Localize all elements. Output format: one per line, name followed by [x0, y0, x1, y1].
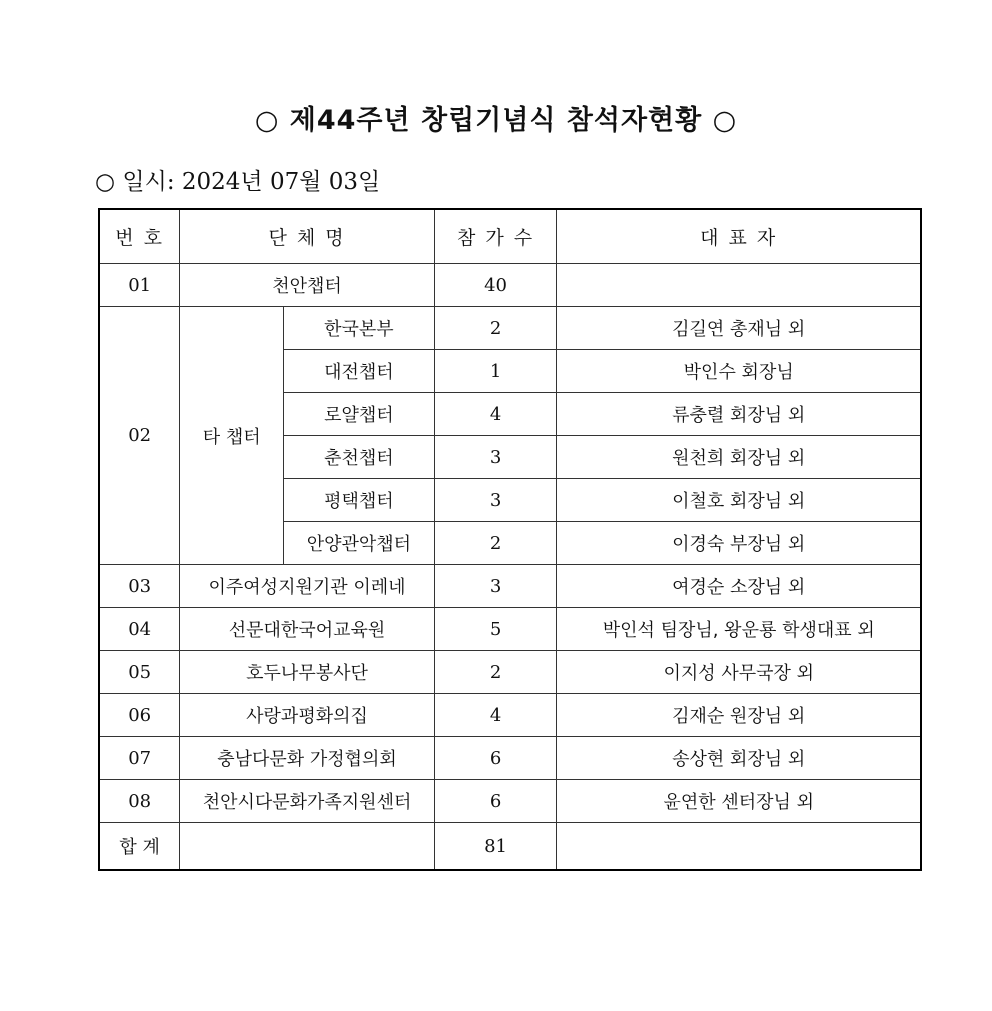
total-org-name — [180, 823, 434, 871]
org-name: 선문대한국어교육원 — [180, 608, 434, 651]
attendee-count: 3 — [434, 436, 557, 479]
header-number: 번 호 — [99, 209, 180, 264]
sub-org-name: 평택챕터 — [284, 479, 435, 522]
header-count: 참 가 수 — [434, 209, 557, 264]
org-group: 타 챕터 — [180, 307, 284, 565]
org-name: 이주여성지원기관 이레네 — [180, 565, 434, 608]
representative: 박인수 회장님 — [557, 350, 921, 393]
event-date: ○ 일시: 2024년 07월 03일 — [95, 169, 381, 195]
header-row — [99, 209, 921, 264]
attendee-count: 6 — [434, 737, 557, 780]
table-row — [99, 780, 921, 823]
total-row — [99, 823, 921, 871]
sub-org-name: 안양관악챕터 — [284, 522, 435, 565]
representative: 박인석 팀장님, 왕운룡 학생대표 외 — [557, 608, 921, 651]
sub-org-name: 춘천챕터 — [284, 436, 435, 479]
attendee-count: 3 — [434, 479, 557, 522]
page-title: ○ 제44주년 창립기념식 참석자현황 ○ — [254, 105, 738, 136]
org-name: 천안시다문화가족지원센터 — [180, 780, 434, 823]
attendee-count: 40 — [434, 264, 557, 307]
representative: 원천희 회장님 외 — [557, 436, 921, 479]
org-name: 충남다문화 가정협의회 — [180, 737, 434, 780]
org-name: 천안챕터 — [180, 264, 434, 307]
table-row — [99, 264, 921, 307]
representative: 송상현 회장님 외 — [557, 737, 921, 780]
attendee-count: 4 — [434, 393, 557, 436]
attendance-table — [98, 208, 922, 871]
table-row — [99, 608, 921, 651]
attendee-count: 4 — [434, 694, 557, 737]
table-row — [99, 307, 921, 350]
row-number: 04 — [99, 608, 180, 651]
org-name: 호두나무봉사단 — [180, 651, 434, 694]
total-representative — [557, 823, 921, 871]
representative: 여경순 소장님 외 — [557, 565, 921, 608]
table-row — [99, 737, 921, 780]
org-name: 사랑과평화의집 — [180, 694, 434, 737]
row-number: 02 — [99, 307, 180, 565]
attendee-count: 2 — [434, 522, 557, 565]
attendee-count: 3 — [434, 565, 557, 608]
row-number: 01 — [99, 264, 180, 307]
representative: 류충렬 회장님 외 — [557, 393, 921, 436]
table-row — [99, 651, 921, 694]
sub-org-name: 대전챕터 — [284, 350, 435, 393]
total-count: 81 — [434, 823, 557, 871]
row-number: 06 — [99, 694, 180, 737]
row-number: 07 — [99, 737, 180, 780]
attendee-count: 6 — [434, 780, 557, 823]
attendee-count: 1 — [434, 350, 557, 393]
total-label: 합 계 — [99, 823, 180, 871]
attendee-count: 5 — [434, 608, 557, 651]
representative: 이지성 사무국장 외 — [557, 651, 921, 694]
header-representative: 대 표 자 — [557, 209, 921, 264]
representative: 김길연 총재님 외 — [557, 307, 921, 350]
row-number: 05 — [99, 651, 180, 694]
attendee-count: 2 — [434, 307, 557, 350]
attendee-count: 2 — [434, 651, 557, 694]
representative: 윤연한 센터장님 외 — [557, 780, 921, 823]
row-number: 08 — [99, 780, 180, 823]
row-number: 03 — [99, 565, 180, 608]
table-row — [99, 565, 921, 608]
header-org-name: 단 체 명 — [180, 209, 434, 264]
representative: 김재순 원장님 외 — [557, 694, 921, 737]
table-row — [99, 694, 921, 737]
representative — [557, 264, 921, 307]
representative: 이경숙 부장님 외 — [557, 522, 921, 565]
sub-org-name: 한국본부 — [284, 307, 435, 350]
representative: 이철호 회장님 외 — [557, 479, 921, 522]
sub-org-name: 로얄챕터 — [284, 393, 435, 436]
